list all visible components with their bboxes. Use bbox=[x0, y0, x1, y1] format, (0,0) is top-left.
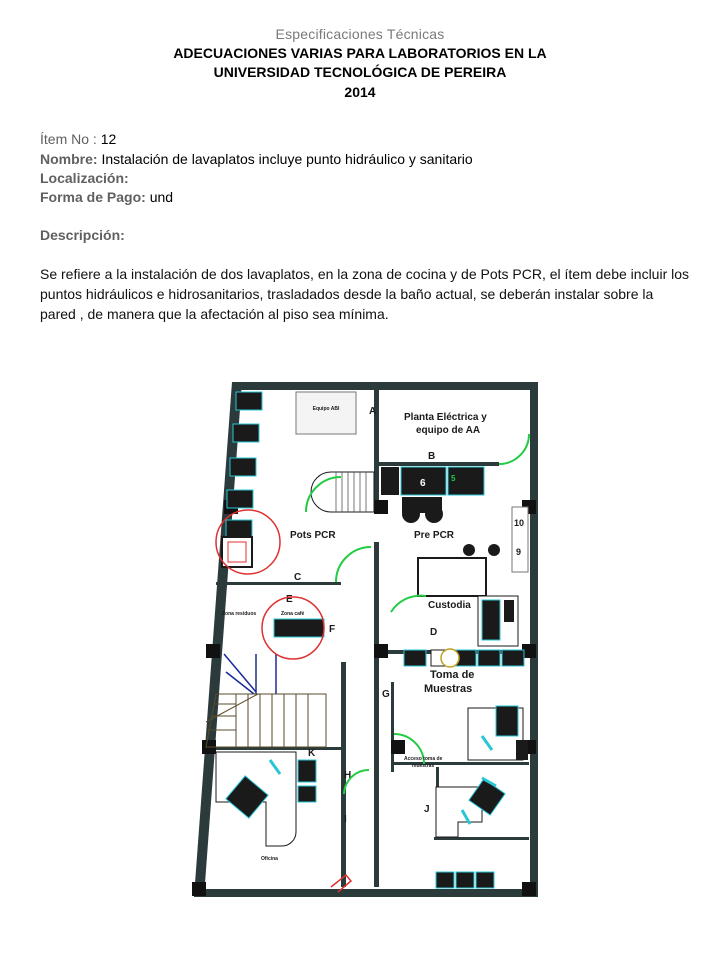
label-corridor-h: H bbox=[344, 770, 352, 781]
stairs bbox=[206, 694, 326, 747]
item-description-label: Descripción: bbox=[40, 227, 125, 243]
label-pots-pcr: Pots PCR bbox=[290, 530, 336, 541]
zona-cafe-counter bbox=[274, 619, 324, 637]
label-zona-residuos: Zona residuos bbox=[222, 611, 257, 617]
item-name-label: Nombre: bbox=[40, 151, 98, 167]
label-acceso-line1: Acceso toma de bbox=[404, 756, 443, 762]
equipo-abi-box bbox=[296, 392, 356, 434]
label-room-j: J bbox=[424, 804, 430, 815]
label-corridor-i: I bbox=[344, 814, 347, 825]
label-room-9: 9 bbox=[516, 547, 522, 557]
item-number-row bbox=[40, 131, 116, 147]
custodia-bench bbox=[418, 558, 486, 596]
door-arc-planta bbox=[499, 434, 529, 464]
office-furniture bbox=[216, 752, 316, 846]
item-payment-label: Forma de Pago: bbox=[40, 189, 146, 205]
pre-pcr-furniture bbox=[381, 467, 500, 556]
floor-plan bbox=[186, 382, 546, 907]
label-acceso-line2: muestras bbox=[412, 763, 435, 769]
label-room-a: A bbox=[369, 406, 377, 417]
label-planta-line1: Planta Eléctrica y bbox=[404, 412, 487, 423]
label-number-5: 5 bbox=[451, 474, 456, 483]
item-location-row bbox=[40, 170, 129, 186]
room-10-9 bbox=[512, 507, 528, 572]
label-room-g: G bbox=[382, 689, 390, 700]
label-number-6: 6 bbox=[420, 478, 426, 489]
label-room-b: B bbox=[428, 451, 436, 462]
j-room-furniture bbox=[436, 778, 505, 837]
item-name-row bbox=[40, 151, 473, 167]
item-location-label: Localización: bbox=[40, 170, 129, 186]
label-equipo-abi: Equipo ABI bbox=[312, 406, 340, 412]
label-room-10: 10 bbox=[514, 518, 525, 528]
toma-furniture bbox=[404, 650, 524, 666]
item-number-label: Ítem No : bbox=[40, 131, 97, 147]
door-arc-d bbox=[391, 596, 426, 612]
label-oficina: Oficina bbox=[261, 856, 278, 862]
pots-pcr-hood bbox=[311, 472, 374, 512]
toma-round-stool bbox=[441, 649, 459, 667]
item-description-text: Se refiere a la instalación de dos lavaplatos, en la zona de cocina y de Pots PCR, el ítem debe incluir los puntos hidráulicos e hidrosanitarios, trasladados desde la baño actual, se deberán instalar sobre la pared , de manera que la afectación al piso sea mínima. bbox=[40, 266, 690, 322]
item-number-value: 12 bbox=[100, 131, 117, 147]
item-payment-row bbox=[40, 189, 173, 205]
item-name-value: Instalación de lavaplatos incluye punto hidráulico y sanitario bbox=[101, 151, 473, 167]
item-description-row bbox=[40, 227, 125, 243]
label-room-k: K bbox=[308, 748, 316, 759]
label-toma-line1: Toma de bbox=[430, 669, 475, 681]
item-payment-value: und bbox=[149, 189, 174, 205]
toma-desk bbox=[468, 706, 528, 760]
document-year: 2014 bbox=[344, 84, 376, 100]
label-room-f: F bbox=[329, 624, 336, 635]
label-room-e: E bbox=[286, 594, 293, 605]
door-arc-c bbox=[336, 547, 371, 582]
label-room-d: D bbox=[430, 627, 438, 638]
label-zona-cafe: Zona café bbox=[281, 611, 305, 617]
label-corridor-c: C bbox=[294, 572, 302, 583]
custodia-furniture bbox=[478, 596, 518, 646]
label-toma-line2: Muestras bbox=[424, 683, 473, 695]
plumbing-lines bbox=[224, 654, 276, 694]
document-title-line2: UNIVERSIDAD TECNOLÓGICA DE PEREIRA bbox=[213, 64, 507, 80]
label-planta-line2: equipo de AA bbox=[416, 425, 481, 436]
label-pre-pcr: Pre PCR bbox=[414, 530, 455, 541]
bottom-cabinets bbox=[436, 872, 494, 888]
document-subtitle: Especificaciones Técnicas bbox=[275, 26, 445, 42]
document-title-line1: ADECUACIONES VARIAS PARA LABORATORIOS EN LA bbox=[173, 45, 547, 61]
label-custodia: Custodia bbox=[428, 600, 471, 611]
